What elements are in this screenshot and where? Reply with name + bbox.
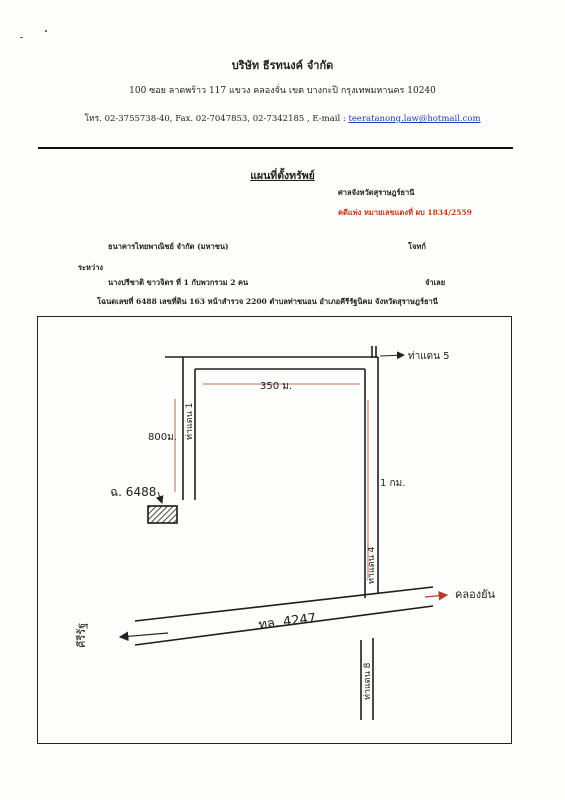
court-name: ศาลจังหวัดสุราษฎร์ธานี xyxy=(338,188,415,197)
east-arrow xyxy=(425,595,447,597)
distance-right-label: 1 กม. xyxy=(380,478,406,489)
contact-phone-fax: โทร. 02-3755738-40, Fax. 02-7047853, 02-7342185 , E-mail : xyxy=(84,114,349,124)
plaintiff-name: ธนาคารไทยพาณิชย์ จำกัด (มหาชน) xyxy=(108,242,229,251)
defendant-name: นางปรีชาติ ขาวจิตร ที่ 1 กับพวกรวม 2 คน xyxy=(108,278,249,287)
case-number: คดีแพ่ง หมายเลขแดงที่ ผบ 1834/2559 xyxy=(338,208,472,217)
road-soi-top xyxy=(165,346,378,369)
east-direction-label: คลองยัน xyxy=(455,588,496,601)
parcel-pointer xyxy=(158,492,162,503)
email-link[interactable]: teeratanong.law@hotmail.com xyxy=(348,114,481,124)
distance-top-label: 350 ม. xyxy=(260,381,293,392)
company-address: 100 ซอย ลาดพร้าว 117 แขวง คลองจั่น เขต บางกะปิ กรุงเทพมหานคร 10240 xyxy=(129,86,436,96)
distance-left-label: 800ม. xyxy=(148,432,177,443)
document-title: แผนที่ตั้งทรัพย์ xyxy=(250,170,315,182)
west-direction-label: คีรีรัฐ xyxy=(75,622,88,648)
soi-top-label: ท่าแดน 5 xyxy=(408,351,450,362)
west-arrow xyxy=(120,633,168,637)
soi-top-pointer xyxy=(380,355,404,356)
company-name: บริษัท ธีรทนงค์ จำกัด xyxy=(231,59,334,72)
property-parcel-hatch xyxy=(148,506,177,523)
soi-left-label: ท่าแดน 1 xyxy=(185,402,195,440)
deed-map-label: ฉ. 6488 xyxy=(110,485,157,499)
plaintiff-role: โจทก์ xyxy=(408,242,426,251)
defendant-role: จำเลย xyxy=(425,278,446,287)
deed-description: โฉนดเลขที่ 6488 เลขที่ดิน 163 หน้าสำรวจ 2200 ตำบลท่าชนอน อำเภอคีรีรัฐนิคม จังหวัดสุราษฎร์ธานี xyxy=(97,297,438,306)
highway-label: ทล. 4247 xyxy=(257,611,317,633)
soi-right-label: ท่าแดน 4 xyxy=(367,546,377,584)
between-label: ระหว่าง xyxy=(78,263,104,272)
soi-bottom-label: ท่าแดน 8 xyxy=(363,662,373,700)
